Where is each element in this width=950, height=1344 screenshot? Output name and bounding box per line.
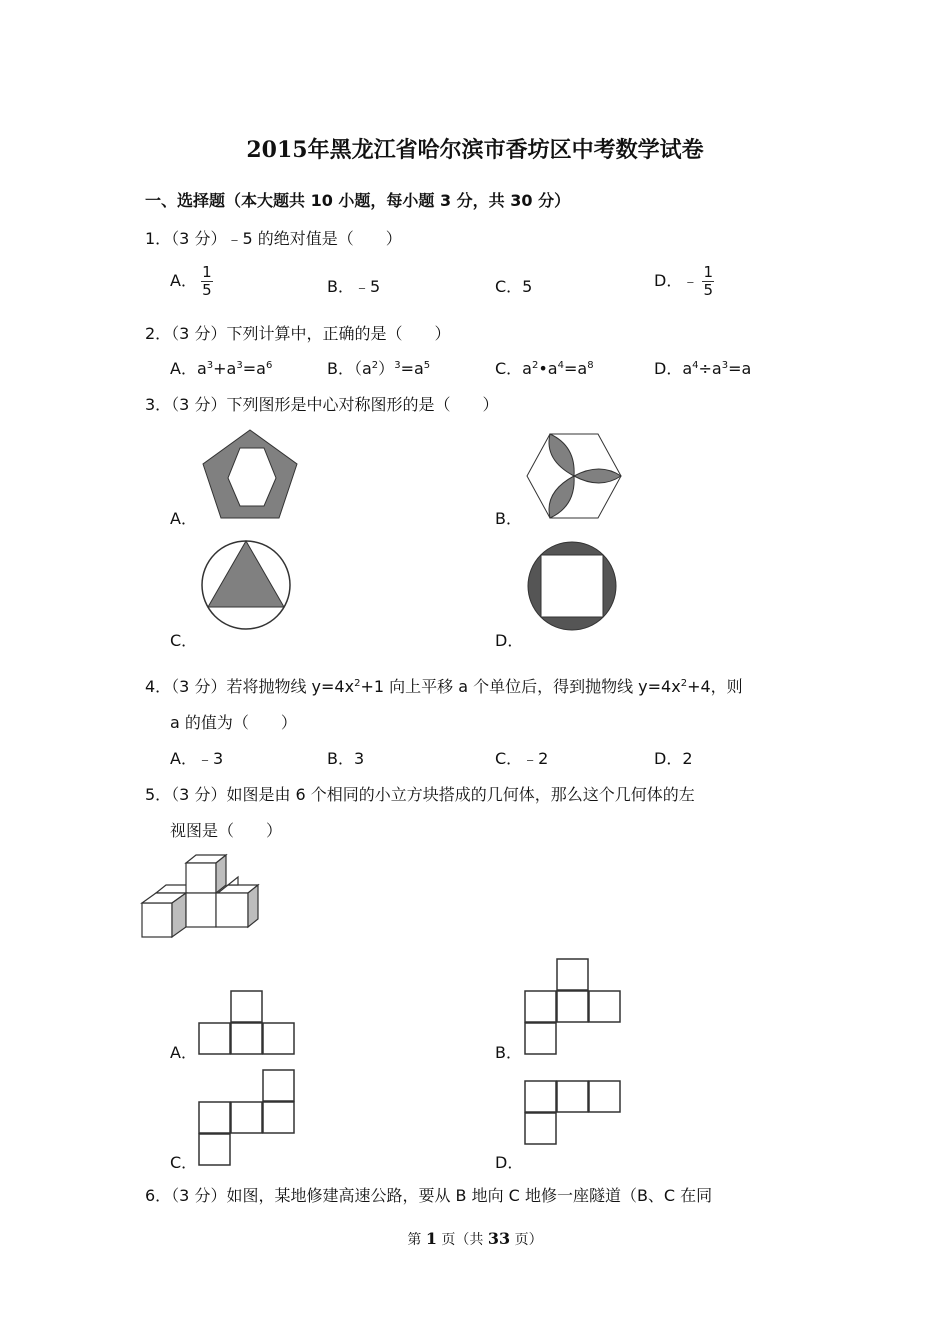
- denominator: 5: [703, 281, 714, 299]
- question-4-stem-line2: a 的值为（ ）: [170, 713, 297, 732]
- q2-option-b: B．$(a^2)^3=a^5$: [327, 359, 431, 378]
- q1-option-c: C．5: [495, 277, 533, 296]
- left-view-option-d: [524, 1080, 622, 1146]
- q2-option-c: C．$a^2•a^4=a^8$: [495, 359, 594, 378]
- fraction: [702, 264, 714, 299]
- q3-option-c: C．: [170, 631, 198, 650]
- q3-option-a: A．: [170, 509, 197, 528]
- cube-stack-figure: [140, 849, 264, 941]
- left-view-option-a: [198, 990, 296, 1056]
- q4-option-b: B．3: [327, 749, 365, 768]
- question-1-stem: 1．（3 分）﹣5 的绝对值是（ ）: [145, 229, 402, 248]
- question-3-stem: 3．（3 分）下列图形是中心对称图形的是（ ）: [145, 395, 499, 414]
- pentagon-hexagon-figure: [200, 428, 300, 520]
- q1-option-b: B．﹣5: [327, 277, 381, 296]
- q4-option-d: D．2: [654, 749, 693, 768]
- q2-option-a: A．$a^3+a^3=a^6$: [170, 359, 273, 378]
- option-label: D．﹣: [654, 271, 699, 290]
- q1-option-d: [654, 264, 714, 299]
- question-5-stem-line1: 5．（3 分）如图是由 6 个相同的小立方块搭成的几何体，那么这个几何体的左: [145, 785, 695, 804]
- hexagon-petals-figure: [526, 432, 622, 520]
- q1-option-a: [170, 264, 213, 299]
- question-6-stem-line1: 6．（3 分）如图，某地修建高速公路，要从 B 地向 C 地修一座隧道（B、C 在同: [145, 1186, 713, 1205]
- q4-option-c: C．﹣2: [495, 749, 549, 768]
- question-4-stem-line1: 4．（3 分）若将抛物线 $y=4x^2+1$ 向上平移 a 个单位后，得到抛物线 $y=4x^2+4$，则: [145, 677, 743, 696]
- q5-option-b: B．: [495, 1043, 522, 1062]
- q5-option-d: D．: [495, 1153, 524, 1172]
- total-pages: 33: [487, 1229, 511, 1248]
- option-label: A．: [170, 271, 197, 290]
- fraction: [201, 264, 213, 299]
- question-5-stem-line2: 视图是（ ）: [170, 821, 283, 840]
- numerator: 1: [703, 263, 714, 281]
- page-footer: 第 1 页（共 33 页）: [407, 1229, 543, 1248]
- q3-option-b: B．: [495, 509, 522, 528]
- q4-option-a: A．﹣3: [170, 749, 224, 768]
- numerator: 1: [202, 263, 212, 281]
- circle-triangle-figure: [200, 539, 292, 631]
- q5-option-a: A．: [170, 1043, 197, 1062]
- denominator: 5: [202, 281, 212, 299]
- page-number: 1: [425, 1229, 437, 1248]
- left-view-option-b: [524, 958, 622, 1056]
- page-title: 2015年黑龙江省哈尔滨市香坊区中考数学试卷: [246, 137, 704, 163]
- q5-option-c: C．: [170, 1153, 198, 1172]
- section-heading: 一、选择题（本大题共 10 小题，每小题 3 分，共 30 分）: [145, 191, 571, 210]
- question-2-stem: 2．（3 分）下列计算中，正确的是（ ）: [145, 324, 451, 343]
- left-view-option-c: [198, 1069, 296, 1167]
- q2-option-d: D．$a^4\div a^3=a$: [654, 359, 752, 378]
- q3-option-d: D．: [495, 631, 524, 650]
- circle-square-figure: [527, 541, 617, 631]
